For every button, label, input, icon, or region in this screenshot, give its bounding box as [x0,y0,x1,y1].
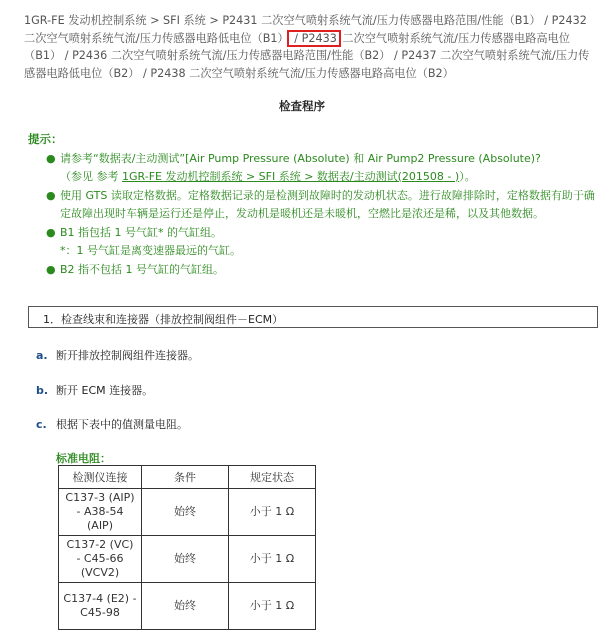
table-cell-condition: 始终 [142,583,229,630]
table-cell-spec: 小于 1 Ω [229,489,316,536]
substep-a: a. 断开排放控制阀组件连接器。 [36,349,199,362]
table-cell-condition: 始终 [142,536,229,583]
step-header [28,306,598,328]
section-title: 检查程序 [279,99,325,113]
breadcrumb-item[interactable]: P2431 二次空气喷射系统气流/压力传感器电路范围/性能（B1） [222,14,541,27]
hint-label: 提示： [28,132,63,146]
highlighted-code: P2433 [301,31,337,45]
breadcrumb-item[interactable]: 1GR-FE 发动机控制系统 [24,14,147,27]
standard-label: 标准电阻： [56,452,111,465]
bullet-icon: ● [46,263,56,276]
table-row [59,489,316,536]
hint-note: *：1 号气缸是离变速器最远的气缸。 [60,243,241,257]
hint-item: ● 使用 GTS 读取定格数据。定格数据记录的是检测到故障时的发动机状态。进行故障排除时，定格数据有助于确定故障出现时车辆是运行还是停止，发动机是暖机还是未暖机，空燃比是浓还是稀，以及其他数据。 [46,189,595,220]
hint-list [46,150,602,281]
hint-item: ● 请参考“数据表/主动测试”[Air Pump Pressure (Absolute) 和 Air Pump2 Pressure (Absolute)? （参见 参考 1GR-FE 发动机控制系统 > SFI 系统 > 数据表/主动测试(201508 - )）。 [46,152,541,183]
substep-c: c. 根据下表中的值测量电阻。 [36,418,188,431]
substep-b: b. 断开 ECM 连接器。 [36,384,154,397]
bullet-icon: ● [46,189,56,202]
breadcrumb: 1GR-FE 发动机控制系统 > SFI 系统 > P2431 二次空气喷射系统气流/压力传感器电路范围/性能（B1） / P2432 二次空气喷射系统气流/压力传感器电路低电位（B1） / P2433 二次空气喷射系统气流/压力传感器电路高电位（B1） / P2436 二次空气喷射系统气流/压力传感器电路范围/性能（B2） / P2437 二次空气喷射系统气流/压力传感器电路低电位（B2） / P2438 二次空气喷射系统气流/压力传感器电路高电位（B2） [24,14,590,80]
column-header: 检测仪连接 [59,466,142,489]
table-row [59,536,316,583]
bullet-icon: ● [46,152,56,165]
breadcrumb-item[interactable]: SFI 系统 [163,14,206,27]
table-cell-connection: C137-4 (E2) - C45-98 [59,583,142,630]
table-cell-spec: 小于 1 Ω [229,583,316,630]
table-cell-condition: 始终 [142,489,229,536]
bullet-icon: ● [46,226,56,239]
hint-item: ● B1 指包括 1 号气缸* 的气缸组。 *：1 号气缸是离变速器最远的气缸。 [46,224,602,259]
table-cell-connection: C137-2 (VC) - C45-66 (VCV2) [59,536,142,583]
highlight-box: / P2433 [290,31,337,45]
breadcrumb-item[interactable]: P2432 二次空气喷射系统气流/压力传感器电路低电位（B1） [24,14,587,45]
reference-link[interactable]: 1GR-FE 发动机控制系统 > SFI 系统 > 数据表/主动测试(201508 - ) [122,169,460,183]
hint-item: ● B2 指不包括 1 号气缸的气缸组。 [46,261,602,279]
resistance-table [58,465,316,630]
step-title: 1．检查线束和连接器（排放控制阀组件－ECM） [43,313,284,326]
table-header-row [59,466,316,489]
table-row [59,583,316,630]
table-cell-connection: C137-3 (AIP) - A38-54 (AIP) [59,489,142,536]
breadcrumb-item[interactable]: P2436 二次空气喷射系统气流/压力传感器电路范围/性能（B2） [72,49,391,62]
breadcrumb-item[interactable]: P2438 二次空气喷射系统气流/压力传感器电路高电位（B2） [150,66,454,80]
column-header: 规定状态 [229,466,316,489]
breadcrumb-item[interactable]: 二次空气喷射系统气流/压力传感器电路高电位（B1） [24,31,570,62]
column-header: 条件 [142,466,229,489]
table-cell-spec: 小于 1 Ω [229,536,316,583]
breadcrumb-item[interactable]: P2437 二次空气喷射系统气流/压力传感器电路低电位（B2） [24,49,590,80]
